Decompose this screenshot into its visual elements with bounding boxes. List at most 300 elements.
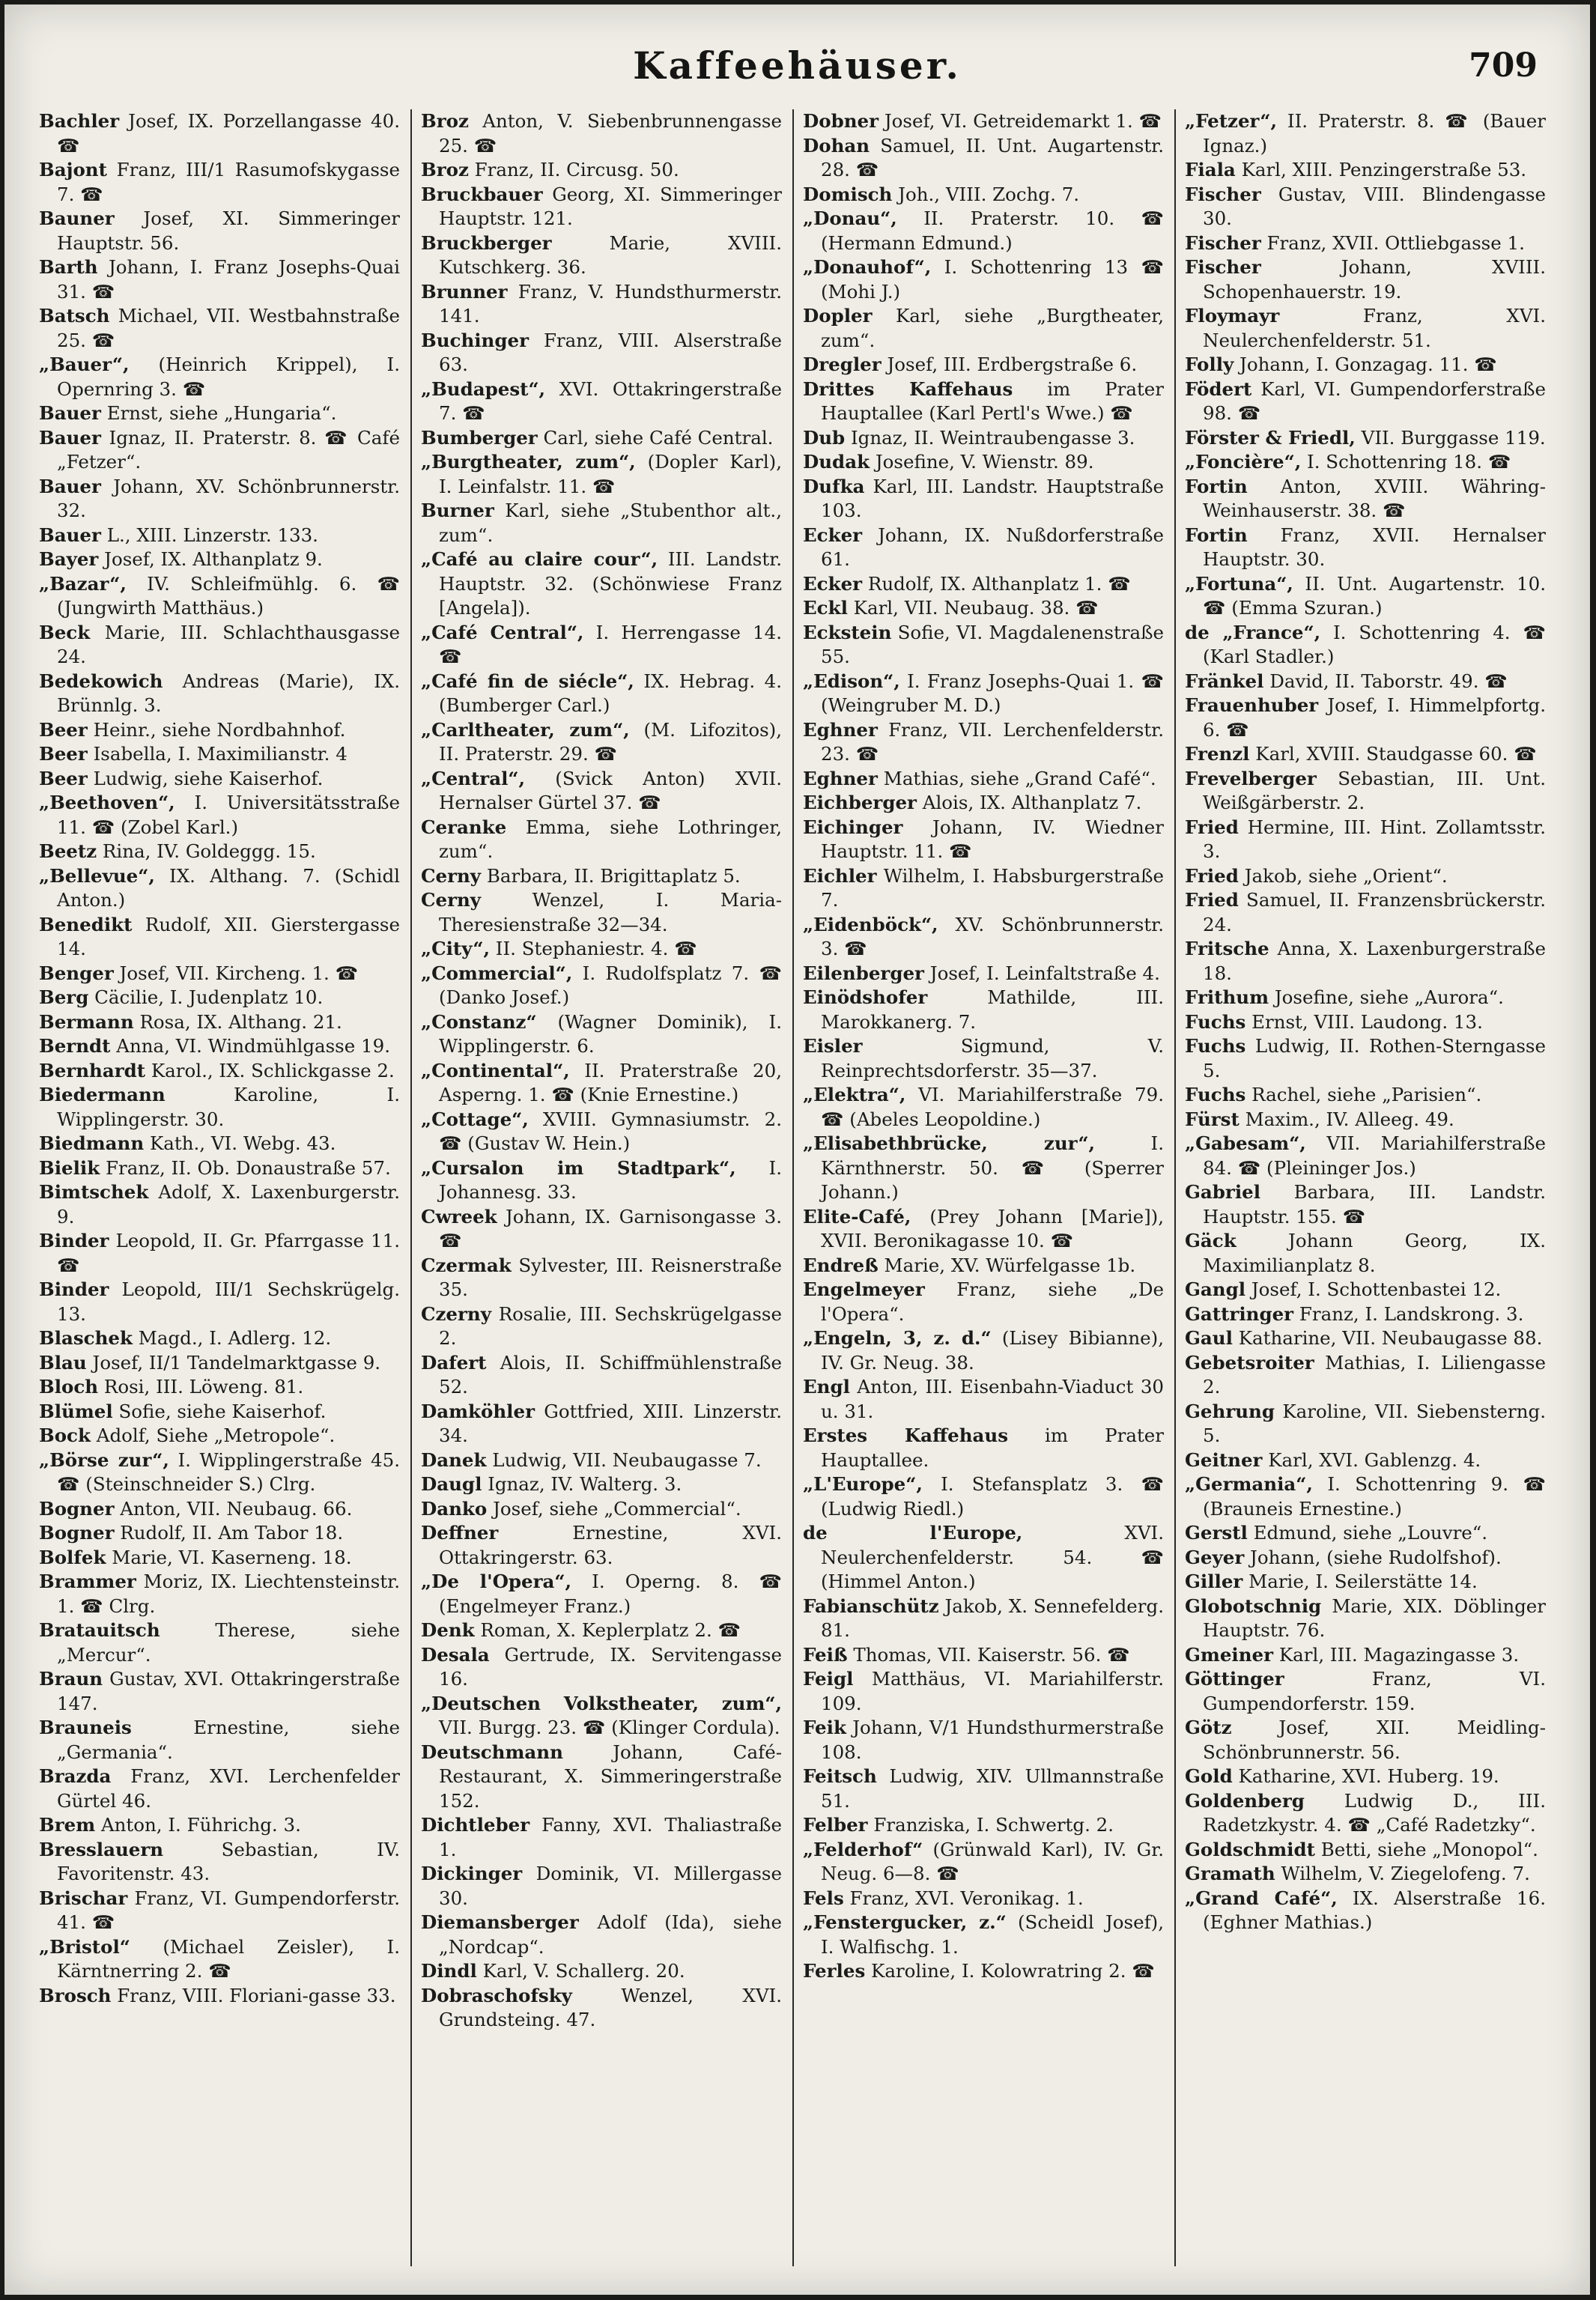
directory-entry <box>39 670 400 718</box>
entry-detail: (Dopler Karl), I. Leinfalstr. 11. ☎ <box>439 451 782 497</box>
entry-name: Bedekowich <box>39 670 163 692</box>
entry-name: „Fetzer“, <box>1185 110 1277 132</box>
entry-name: Eichberger <box>803 792 917 813</box>
entry-detail: Ludwig, VII. Neubaugasse 7. <box>492 1448 762 1471</box>
directory-entry <box>421 1205 782 1254</box>
directory-entry <box>421 1497 782 1522</box>
entry-detail: I. Kärnthnerstr. 50. ☎ (Sperrer Johann.) <box>821 1132 1164 1203</box>
entry-name: Dafert <box>421 1351 487 1374</box>
directory-entry <box>1185 1570 1546 1594</box>
entry-detail: Franziska, I. Schwertg. 2. <box>873 1814 1114 1836</box>
directory-entry <box>1185 377 1546 426</box>
entry-detail: IV. Schleifmühlg. 6. ☎ (Jungwirth Matthäus.) <box>57 572 400 619</box>
directory-entry <box>1185 1132 1546 1180</box>
entry-detail: Josef, IX. Porzellangasse 40. ☎ <box>57 110 400 157</box>
entry-detail: Fanny, XVI. Thaliastraße 1. <box>439 1814 782 1860</box>
entry-detail: Mathias, I. Liliengasse 2. <box>1203 1351 1546 1398</box>
entry-name: Fortin <box>1185 524 1248 546</box>
entry-detail: Josef, I. Leinfaltstraße 4. <box>929 962 1160 984</box>
entry-name: Czerny <box>421 1302 491 1325</box>
entry-detail: Sofie, siehe Kaiserhof. <box>118 1400 327 1422</box>
entry-name: Berg <box>39 986 89 1008</box>
entry-detail: Rudolf, IX. Althanplatz 1. ☎ <box>867 572 1131 595</box>
directory-entry <box>421 1059 782 1108</box>
entry-name: Beck <box>39 621 91 643</box>
directory-entry <box>1185 1034 1546 1083</box>
directory-entry <box>39 1813 400 1838</box>
entry-name: Czermak <box>421 1254 512 1276</box>
entry-detail: Alois, II. Schiffmühlenstraße 52. <box>439 1351 782 1398</box>
entry-detail: Josefine, V. Wienstr. 89. <box>875 451 1094 473</box>
directory-entry <box>803 207 1164 255</box>
entry-detail: Marie, XVIII. Kutschkerg. 36. <box>439 231 782 278</box>
directory-entry <box>421 1643 782 1692</box>
directory-entry <box>421 1156 782 1205</box>
entry-detail: II. Unt. Augartenstr. 10. ☎ (Emma Szuran.) <box>1203 572 1546 619</box>
directory-entry <box>421 1741 782 1814</box>
entry-detail: Kath., VI. Webg. 43. <box>149 1132 336 1154</box>
directory-entry <box>803 1959 1164 1984</box>
entry-name: Beetz <box>39 840 97 862</box>
entry-name: „Donauhof“, <box>803 256 932 278</box>
entry-detail: Karl, XVI. Gablenzg. 4. <box>1268 1448 1481 1471</box>
entry-detail: Josef, II/1 Tandelmarktgasse 9. <box>92 1351 381 1374</box>
directory-entry <box>803 1594 1164 1643</box>
entry-detail: Wenzel, I. Maria-Theresienstraße 32—34. <box>439 889 782 935</box>
directory-entry <box>421 1108 782 1156</box>
entry-detail: I. Wipplingerstraße 45. ☎ (Steinschneider S.) Clrg. <box>57 1448 400 1495</box>
directory-entry <box>421 1959 782 1984</box>
directory-entry <box>1185 109 1546 158</box>
entry-detail: Franz, III/1 Rasumofskygasse 7. ☎ <box>57 159 400 205</box>
directory-entry <box>421 1400 782 1448</box>
directory-entry <box>803 450 1164 475</box>
directory-entry <box>39 1180 400 1229</box>
entry-name: Bock <box>39 1424 91 1446</box>
entry-detail: Marie, XV. Würfelgasse 1b. <box>884 1254 1136 1276</box>
directory-entry <box>803 1887 1164 1911</box>
directory-entry <box>421 962 782 1010</box>
entry-detail: Josef, I. Himmelpfortg. 6. ☎ <box>1203 694 1546 741</box>
entry-detail: im Prater Hauptallee (Karl Pertl's Wwe.) ☎ <box>821 377 1164 424</box>
entry-detail: XV. Schönbrunnerstr. 3. ☎ <box>821 913 1164 959</box>
entry-name: Engelmeyer <box>803 1278 925 1300</box>
entry-detail: Johann, I. Franz Josephs-Quai 31. ☎ <box>57 256 400 303</box>
directory-entry <box>39 1546 400 1571</box>
entry-name: Bresslauern <box>39 1838 164 1860</box>
directory-entry <box>39 1984 400 2009</box>
entry-name: Gerstl <box>1185 1522 1248 1544</box>
entry-detail: (Wagner Dominik), I. Wipplingerstr. 6. <box>439 1010 782 1057</box>
entry-name: „Eidenböck“, <box>803 913 938 935</box>
directory-entry <box>803 1643 1164 1668</box>
entry-name: „Germania“, <box>1185 1473 1313 1495</box>
entry-detail: Rachel, siehe „Parisien“. <box>1251 1084 1482 1105</box>
entry-name: Danko <box>421 1497 488 1520</box>
directory-entry <box>803 377 1164 426</box>
entry-name: Eghner <box>803 718 878 741</box>
entry-name: Ceranke <box>421 816 507 838</box>
entry-name: Diemansberger <box>421 1911 579 1933</box>
entry-name: „Bristol“ <box>39 1935 130 1958</box>
entry-detail: (Michael Zeisler), I. Kärntnerring 2. ☎ <box>57 1935 400 1982</box>
entry-detail: Anna, VI. Windmühlgasse 19. <box>116 1035 391 1057</box>
entry-detail: Franz, XVII. Hernalser Hauptstr. 30. <box>1203 524 1546 570</box>
entry-name: Fuchs <box>1185 1035 1246 1057</box>
entry-name: Gmeiner <box>1185 1643 1274 1666</box>
entry-name: „Elektra“, <box>803 1084 906 1105</box>
directory-entry <box>803 1765 1164 1813</box>
entry-name: Bauer <box>39 475 101 497</box>
entry-name: Bachler <box>39 110 120 132</box>
entry-name: Binder <box>39 1230 109 1251</box>
entry-name: Bielik <box>39 1156 100 1179</box>
entry-name: Dufka <box>803 475 865 497</box>
entry-name: Daugl <box>421 1473 482 1495</box>
entry-detail: Johann, V/1 Hundsthurmerstraße 108. <box>821 1717 1164 1763</box>
entry-detail: I. Operng. 8. ☎ (Engelmeyer Franz.) <box>439 1571 782 1617</box>
entry-detail: Leopold, III/1 Sechskrügelg. 13. <box>57 1278 400 1325</box>
entry-name: Broz <box>421 110 469 132</box>
directory-entry <box>39 1716 400 1765</box>
directory-entry <box>39 864 400 913</box>
entry-detail: I. Herrengasse 14. ☎ <box>439 621 782 667</box>
directory-entry <box>1185 1594 1546 1643</box>
directory-entry <box>1185 255 1546 304</box>
page-title: Kaffeehäuser. <box>633 43 962 88</box>
directory-entry <box>1185 1326 1546 1351</box>
entry-name: Cwreek <box>421 1205 497 1228</box>
entry-name: Fuchs <box>1185 1010 1246 1033</box>
directory-entry <box>39 426 400 475</box>
entry-detail: Marie, III. Schlachthausgasse 24. <box>57 621 400 667</box>
entry-name: Förster & Friedl, <box>1185 426 1356 449</box>
directory-entry <box>39 572 400 621</box>
entry-detail: Dominik, VI. Millergasse 30. <box>439 1863 782 1909</box>
entry-name: Gäck <box>1185 1230 1237 1251</box>
entry-detail: Karoline, I. Wipplingerstr. 30. <box>57 1084 400 1130</box>
entry-detail: Karoline, I. Kolowratring 2. ☎ <box>871 1960 1155 1982</box>
directory-entry <box>39 1351 400 1376</box>
directory-entry <box>421 1984 782 2033</box>
entry-name: Gebetsroiter <box>1185 1351 1314 1374</box>
entry-name: Benger <box>39 962 114 984</box>
entry-name: Bermann <box>39 1010 134 1033</box>
column-1 <box>39 109 400 2274</box>
directory-entry <box>39 1010 400 1035</box>
entry-name: Eichinger <box>803 816 903 838</box>
entry-name: „Cottage“, <box>421 1108 529 1130</box>
directory-entry <box>803 864 1164 913</box>
column-divider <box>1174 109 1176 2266</box>
entry-name: „Café Central“, <box>421 621 584 643</box>
directory-entry <box>803 621 1164 670</box>
directory-entry <box>421 1911 782 1959</box>
directory-entry <box>1185 1887 1546 1935</box>
entry-detail: XVI. Ottakringerstraße 7. ☎ <box>439 377 782 424</box>
entry-detail: Andreas (Marie), IX. Brünnlg. 3. <box>57 670 400 716</box>
directory-entry <box>421 499 782 547</box>
entry-detail: (Grünwald Karl), IV. Gr. Neug. 6—8. ☎ <box>821 1838 1164 1884</box>
entry-name: Dickinger <box>421 1863 523 1884</box>
entry-name: Fried <box>1185 889 1239 911</box>
directory-entry <box>1185 1765 1546 1789</box>
entry-detail: Sofie, VI. Magdalenenstraße 55. <box>821 621 1164 667</box>
directory-entry <box>803 1838 1164 1887</box>
entry-name: Fritsche <box>1185 938 1269 959</box>
entry-name: de l'Europe, <box>803 1522 1023 1544</box>
entry-detail: Sebastian, III. Unt. Weißgärberstr. 2. <box>1203 767 1546 813</box>
directory-entry <box>39 986 400 1010</box>
directory-entry <box>39 840 400 864</box>
entry-name: Blümel <box>39 1400 113 1422</box>
entry-detail: I. Stefansplatz 3. ☎ (Ludwig Riedl.) <box>821 1473 1164 1520</box>
entry-detail: I. Schottenring 4. ☎ (Karl Stadler.) <box>1203 621 1546 667</box>
directory-entry <box>421 670 782 718</box>
directory-entry <box>1185 1010 1546 1035</box>
directory-entry <box>39 1497 400 1522</box>
entry-name: Berndt <box>39 1035 111 1057</box>
entry-name: Brauneis <box>39 1717 132 1738</box>
entry-name: „Engeln, 3, z. d.“ <box>803 1327 992 1349</box>
entry-name: Fürst <box>1185 1108 1240 1130</box>
directory-entry <box>803 304 1164 353</box>
entry-detail: Anton, III. Eisenbahn-Viaduct 30 u. 31. <box>821 1376 1164 1422</box>
entry-name: Deffner <box>421 1522 499 1544</box>
entry-detail: VII. Mariahilferstraße 84. ☎ (Pleininger Jos.) <box>1203 1132 1546 1179</box>
directory-page <box>4 4 1590 2295</box>
entry-detail: I. Johannesg. 33. <box>439 1156 782 1203</box>
entry-name: Biedmann <box>39 1132 145 1154</box>
entry-name: „Bauer“, <box>39 354 130 375</box>
entry-detail: Emma, siehe Lothringer, zum“. <box>439 816 782 862</box>
entry-detail: Joh., VIII. Zochg. 7. <box>898 183 1080 205</box>
directory-entry <box>1185 1521 1546 1546</box>
entry-name: „Cursalon im Stadtpark“, <box>421 1156 736 1179</box>
directory-entry <box>39 962 400 986</box>
entry-detail: Josef, VII. Kircheng. 1. ☎ <box>119 962 359 984</box>
entry-name: Frithum <box>1185 986 1269 1008</box>
entry-name: Geyer <box>1185 1546 1245 1568</box>
directory-entry <box>421 426 782 451</box>
entry-detail: Ernestine, siehe „Germania“. <box>57 1717 400 1763</box>
entry-detail: Ludwig, II. Rothen-Sterngasse 5. <box>1203 1035 1546 1081</box>
directory-entry <box>421 1570 782 1618</box>
entry-detail: I. Schottenring 9. ☎ (Brauneis Ernestine.) <box>1203 1473 1546 1520</box>
directory-entry <box>1185 304 1546 353</box>
entry-detail: Rosi, III. Löweng. 81. <box>103 1376 304 1398</box>
entry-name: Barth <box>39 256 98 278</box>
entry-detail: Thomas, VII. Kaiserstr. 56. ☎ <box>853 1643 1130 1666</box>
entry-detail: VII. Burggasse 119. <box>1361 426 1546 449</box>
entry-name: Brazda <box>39 1765 112 1787</box>
entry-name: Beer <box>39 743 88 765</box>
entry-detail: Johann, Café-Restaurant, X. Simmeringerstraße 152. <box>439 1741 782 1812</box>
entry-detail: Jakob, X. Sennefelderg. 81. <box>821 1594 1164 1641</box>
entry-name: Cerny <box>421 864 482 887</box>
entry-detail: (Svick Anton) XVII. Hernalser Gürtel 37. ☎ <box>439 767 782 813</box>
directory-entry <box>39 1132 400 1156</box>
directory-entry <box>421 718 782 767</box>
entry-detail: Gustav, XVI. Ottakringerstraße 147. <box>57 1668 400 1714</box>
entry-name: „Fenstergucker, z.“ <box>803 1911 1007 1933</box>
entry-name: Eckstein <box>803 621 892 643</box>
entry-name: Brammer <box>39 1571 136 1592</box>
entry-name: Benedikt <box>39 913 133 935</box>
entry-detail: Marie, XIX. Döblinger Hauptstr. 76. <box>1203 1594 1546 1641</box>
entry-detail: Therese, siehe „Mercur“. <box>57 1619 400 1666</box>
directory-entry <box>39 1618 400 1667</box>
entry-detail: Sebastian, IV. Favoritenstr. 43. <box>57 1838 400 1884</box>
entry-name: „Edison“, <box>803 670 900 692</box>
entry-detail: VII. Burgg. 23. ☎ (Klinger Cordula). <box>439 1717 780 1738</box>
entry-detail: Karl, III. Landstr. Hauptstraße 103. <box>821 475 1164 521</box>
directory-entry <box>1185 694 1546 742</box>
entry-name: Fiala <box>1185 159 1236 180</box>
entry-name: Fortin <box>1185 475 1248 497</box>
entry-detail: (Scheidl Josef), I. Walfischg. 1. <box>821 1911 1164 1958</box>
entry-name: Cerny <box>421 889 482 911</box>
entry-detail: Ludwig, siehe Kaiserhof. <box>93 767 324 789</box>
entry-detail: Franz, XVII. Ottliebgasse 1. <box>1266 231 1525 254</box>
directory-entry <box>421 621 782 670</box>
entry-detail: Karl, III. Magazingasse 3. <box>1278 1643 1520 1666</box>
directory-entry <box>1185 231 1546 256</box>
entry-detail: Franz, XVI. Lerchenfelder Gürtel 46. <box>57 1765 400 1812</box>
entry-name: „Central“, <box>421 767 526 789</box>
directory-entry <box>421 816 782 864</box>
directory-entry <box>1185 1789 1546 1838</box>
entry-name: „City“, <box>421 938 490 959</box>
directory-entry <box>1185 572 1546 621</box>
directory-entry <box>803 255 1164 304</box>
entry-name: Denk <box>421 1619 475 1641</box>
entry-detail: Johann, I. Gonzagag. 11. ☎ <box>1240 354 1497 375</box>
entry-name: Fischer <box>1185 231 1261 254</box>
entry-detail: Heinr., siehe Nordbahnhof. <box>93 718 346 741</box>
entry-detail: XVI. Neulerchenfelderstr. 54. ☎ (Himmel Anton.) <box>821 1522 1164 1592</box>
entry-detail: Franz, VIII. Floriani-gasse 33. <box>117 1984 396 2006</box>
entry-detail: Johann, IV. Wiedner Hauptstr. 11. ☎ <box>821 816 1164 862</box>
entry-name: Bauner <box>39 207 115 229</box>
entry-detail: Franz, VII. Lerchenfelderstr. 23. ☎ <box>821 718 1164 765</box>
entry-name: Blaschek <box>39 1327 133 1349</box>
entry-detail: Alois, IX. Althanplatz 7. <box>922 792 1142 813</box>
entry-detail: Karl, V. Schallerg. 20. <box>482 1960 685 1982</box>
directory-entry <box>1185 1667 1546 1716</box>
entry-name: Dichtleber <box>421 1814 530 1836</box>
entry-detail: Karl, VI. Gumpendorferstraße 98. ☎ <box>1203 377 1546 424</box>
directory-entry <box>421 1302 782 1351</box>
directory-entry <box>421 109 782 158</box>
entry-detail: II. Praterstr. 10. ☎ (Hermann Edmund.) <box>821 207 1164 254</box>
entry-detail: XVIII. Gymnasiumstr. 2. ☎ (Gustav W. Hein.) <box>439 1108 782 1154</box>
entry-name: Bajont <box>39 159 107 180</box>
directory-entry <box>39 304 400 353</box>
entry-name: Feik <box>803 1717 846 1738</box>
directory-entry <box>39 207 400 255</box>
entry-name: Bruckbauer <box>421 183 543 205</box>
entry-detail: Franz, I. Landskrong. 3. <box>1299 1302 1524 1325</box>
entry-detail: David, II. Taborstr. 49. ☎ <box>1269 670 1508 692</box>
entry-name: Beer <box>39 767 88 789</box>
entry-detail: Franz, VIII. Alserstraße 63. <box>439 329 782 375</box>
entry-name: Fuchs <box>1185 1084 1246 1105</box>
directory-entry <box>1185 937 1546 986</box>
entry-detail: Rosa, IX. Althang. 21. <box>139 1010 342 1033</box>
entry-name: Ecker <box>803 572 863 595</box>
entry-detail: I. Schottenring 13 ☎ (Mohi J.) <box>821 256 1164 303</box>
entry-detail: Adolf, X. Laxenburgerstr. 9. <box>57 1181 400 1228</box>
directory-entry <box>421 888 782 937</box>
entry-detail: Franz, II. Circusg. 50. <box>474 159 679 180</box>
entry-detail: Karl, siehe „Burgtheater, zum“. <box>821 305 1164 351</box>
directory-entry <box>1185 1448 1546 1473</box>
entry-detail: Cäcilie, I. Judenplatz 10. <box>94 986 324 1008</box>
entry-detail: Franz, V. Hundsthurmerstr. 141. <box>439 280 782 327</box>
entry-detail: Ludwig D., III. Radetzkystr. 4. ☎ „Café Radetzky“. <box>1203 1789 1546 1836</box>
directory-entry <box>803 1424 1164 1472</box>
directory-entry <box>1185 767 1546 816</box>
directory-entry <box>421 1862 782 1911</box>
entry-detail: Karl, VII. Neubaug. 38. ☎ <box>853 597 1099 619</box>
directory-entry <box>39 1935 400 1984</box>
entry-name: Drittes Kaffehaus <box>803 377 1013 400</box>
entry-detail: Johann, (siehe Rudolfshof). <box>1250 1546 1502 1568</box>
directory-entry <box>421 767 782 816</box>
directory-entry <box>39 791 400 840</box>
column-4 <box>1185 109 1546 2274</box>
entry-name: Endreß <box>803 1254 879 1276</box>
directory-entry <box>39 621 400 670</box>
entry-detail: im Prater Hauptallee. <box>821 1424 1164 1471</box>
directory-entry <box>39 1448 400 1497</box>
directory-entry <box>1185 1546 1546 1571</box>
directory-entry <box>803 353 1164 377</box>
entry-name: Bernhardt <box>39 1059 146 1081</box>
directory-entry <box>421 280 782 329</box>
entry-detail: IX. Hebrag. 4. (Bumberger Carl.) <box>439 670 782 716</box>
entry-name: Braun <box>39 1668 103 1690</box>
directory-entry <box>1185 475 1546 524</box>
directory-entry <box>803 1667 1164 1716</box>
entry-detail: Ernst, siehe „Hungaria“. <box>106 402 337 424</box>
entry-detail: Edmund, siehe „Louvre“. <box>1253 1522 1488 1544</box>
entry-detail: Ludwig, XIV. Ullmannstraße 51. <box>821 1765 1164 1812</box>
directory-entry <box>1185 864 1546 889</box>
entry-name: Dregler <box>803 354 882 375</box>
entry-name: „Café fin de siécle“, <box>421 670 634 692</box>
entry-detail: Matthäus, VI. Mariahilferstr. 109. <box>821 1668 1164 1714</box>
directory-entry <box>1185 621 1546 670</box>
entry-name: Goldschmidt <box>1185 1838 1315 1860</box>
entry-name: Bayer <box>39 548 99 570</box>
entry-name: Feiß <box>803 1643 848 1666</box>
entry-name: Bruckberger <box>421 231 552 254</box>
entry-name: Fried <box>1185 864 1239 887</box>
entry-name: Fränkel <box>1185 670 1264 692</box>
entry-name: Götz <box>1185 1717 1232 1738</box>
entry-detail: Anna, X. Laxenburgerstraße 18. <box>1203 938 1546 984</box>
directory-entry <box>39 1278 400 1326</box>
entry-name: Brunner <box>421 280 508 303</box>
entry-detail: Karoline, VII. Siebensterng. 5. <box>1203 1400 1546 1446</box>
directory-entry <box>39 913 400 962</box>
directory-entry <box>421 1813 782 1862</box>
entry-name: Eghner <box>803 767 878 789</box>
entry-name: „Börse zur“, <box>39 1448 169 1471</box>
directory-entry <box>1185 1278 1546 1302</box>
